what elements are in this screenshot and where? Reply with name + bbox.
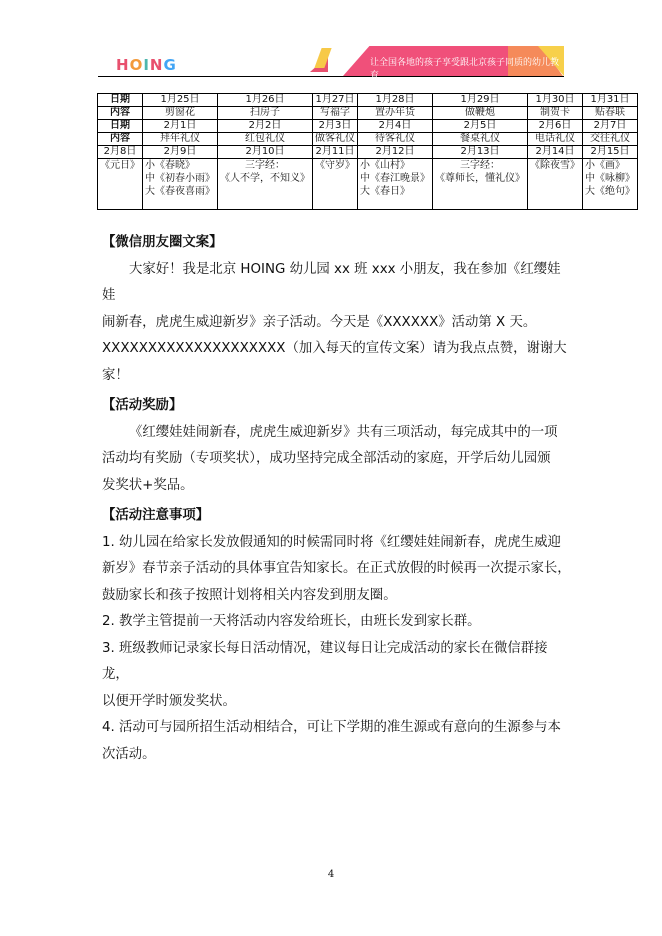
- paragraph-line: 3. 班级教师记录家长每日活动情况，建议每日让完成活动的家长在微信群接龙，: [102, 640, 548, 682]
- poem-line: 《除夜雪》: [530, 160, 580, 171]
- paragraph-line: 新岁》春节亲子活动的具体事宜告知家长。在正式放假的时候再一次提示家长，: [102, 561, 571, 576]
- paragraph-line: 大家好！我是北京 HOING 幼儿园 xx 班 xxx 小朋友，我在参加《红缨娃娃: [102, 261, 561, 303]
- page-header: [98, 46, 564, 81]
- table-cell: 2月9日: [143, 146, 218, 159]
- poem-cell: [313, 159, 358, 210]
- table-cell: 2月10日: [218, 146, 313, 159]
- table-cell: 2月8日: [98, 146, 143, 159]
- leaf-decoration-icon: [314, 48, 331, 68]
- table-cell: 贴春联: [583, 107, 638, 120]
- table-cell: 2月7日: [583, 120, 638, 133]
- poem-line: 《尊师长，懂礼仪》: [435, 173, 525, 184]
- table-cell: 剪窗花: [143, 107, 218, 120]
- poem-line: 小《山村》: [360, 160, 410, 171]
- poem-line: 中《咏柳》: [585, 173, 635, 184]
- table-cell: 2月6日: [528, 120, 583, 133]
- poem-cell: [528, 159, 583, 210]
- table-cell: 交往礼仪: [583, 133, 638, 146]
- table-row: [98, 133, 638, 146]
- table-cell: 置办年货: [358, 107, 433, 120]
- table-cell: 2月11日: [313, 146, 358, 159]
- table-cell: 1月30日: [528, 94, 583, 107]
- table-row: [98, 94, 638, 107]
- paragraph-line: 家！: [102, 367, 129, 383]
- table-cell: 2月5日: [433, 120, 528, 133]
- table-cell: 1月27日: [313, 94, 358, 107]
- table-cell: 做客礼仪: [313, 133, 358, 146]
- section-heading: 【活动奖励】: [102, 398, 183, 413]
- paragraph-line: 鼓励家长和孩子按照计划将相关内容发到朋友圈。: [102, 587, 397, 603]
- poem-line: 《元日》: [100, 160, 140, 171]
- paragraph-line: 2. 教学主管提前一天将活动内容发给班长，由班长发到家长群。: [102, 614, 481, 629]
- table-cell: 做鞭炮: [433, 107, 528, 120]
- poem-line: 三字经：: [460, 160, 500, 171]
- poem-line: 小《春晓》: [145, 160, 195, 171]
- poem-line: 《守岁》: [315, 160, 355, 171]
- slogan-text: 让全国各地的孩子享受跟北京孩子同质的幼儿教育: [370, 58, 560, 81]
- section-heading: 【活动注意事项】: [102, 508, 210, 523]
- poem-cell: [358, 159, 433, 210]
- paragraph-line: 《红缨娃娃闹新春，虎虎生威迎新岁》共有三项活动，每完成其中的一项: [129, 424, 558, 440]
- poem-line: 三字经：: [245, 160, 285, 171]
- table-cell: 1月31日: [583, 94, 638, 107]
- document-body: [102, 226, 572, 768]
- paragraph-line: 发奖状+奖品。: [102, 477, 194, 493]
- table-cell: 红包礼仪: [218, 133, 313, 146]
- poem-line: 大《春日》: [360, 186, 410, 197]
- table-row: [98, 159, 638, 210]
- table-cell: 日期: [98, 120, 143, 133]
- paragraph-line: 闹新春，虎虎生威迎新岁》亲子活动。今天是《XXXXXX》活动第 X 天。: [102, 314, 537, 330]
- paragraph-line: XXXXXXXXXXXXXXXXXXXX（加入每天的宣传文案）请为我点点赞，谢谢大: [102, 341, 567, 356]
- table-cell: 1月28日: [358, 94, 433, 107]
- poem-cell: [433, 159, 528, 210]
- table-row: [98, 120, 638, 133]
- table-cell: 扫房子: [218, 107, 313, 120]
- paragraph-line: 以便开学时颁发奖状。: [102, 693, 236, 709]
- table-row: [98, 146, 638, 159]
- paragraph-line: 活动均有奖励（专项奖状），成功坚持完成全部活动的家庭，开学后幼儿园颁: [102, 451, 551, 466]
- table-cell: 拜年礼仪: [143, 133, 218, 146]
- table-cell: 制贺卡: [528, 107, 583, 120]
- poem-line: 《人不学，不知义》: [220, 173, 310, 184]
- poem-cell: [143, 159, 218, 210]
- poem-line: 小《画》: [585, 160, 625, 171]
- table-cell: 2月14日: [528, 146, 583, 159]
- paragraph-line: 次活动。: [102, 746, 156, 762]
- poem-cell: [98, 159, 143, 210]
- page-number: 4: [327, 869, 335, 880]
- table-cell: 1月25日: [143, 94, 218, 107]
- table-cell: 电话礼仪: [528, 133, 583, 146]
- poem-line: 中《初春小雨》: [145, 173, 215, 184]
- poem-line: 中《春江晚景》: [360, 173, 430, 184]
- section-heading: 【微信朋友圈文案】: [102, 235, 223, 250]
- table-row: [98, 107, 638, 120]
- table-cell: 2月3日: [313, 120, 358, 133]
- table-cell: 写福字: [313, 107, 358, 120]
- hoing-logo: HOING: [116, 56, 177, 74]
- table-cell: 2月13日: [433, 146, 528, 159]
- paragraph-line: 4. 活动可与园所招生活动相结合，可让下学期的准生源或有意向的生源参与本: [102, 720, 561, 735]
- poem-cell: [218, 159, 313, 210]
- table-cell: 日期: [98, 94, 143, 107]
- table-cell: 内容: [98, 133, 143, 146]
- table-cell: 内容: [98, 107, 143, 120]
- poem-line: 大《绝句》: [585, 186, 635, 197]
- table-cell: 2月4日: [358, 120, 433, 133]
- poem-cell: [583, 159, 638, 210]
- table-cell: 2月15日: [583, 146, 638, 159]
- table-cell: 1月29日: [433, 94, 528, 107]
- paragraph-line: 1. 幼儿园在给家长发放假通知的时候需同时将《红缨娃娃闹新春，虎虎生威迎: [102, 534, 561, 550]
- table-cell: 2月1日: [143, 120, 218, 133]
- table-cell: 2月12日: [358, 146, 433, 159]
- schedule-table: [97, 93, 638, 210]
- poem-line: 大《春夜喜雨》: [145, 186, 215, 197]
- table-cell: 2月2日: [218, 120, 313, 133]
- table-cell: 待客礼仪: [358, 133, 433, 146]
- table-cell: 1月26日: [218, 94, 313, 107]
- table-cell: 餐桌礼仪: [433, 133, 528, 146]
